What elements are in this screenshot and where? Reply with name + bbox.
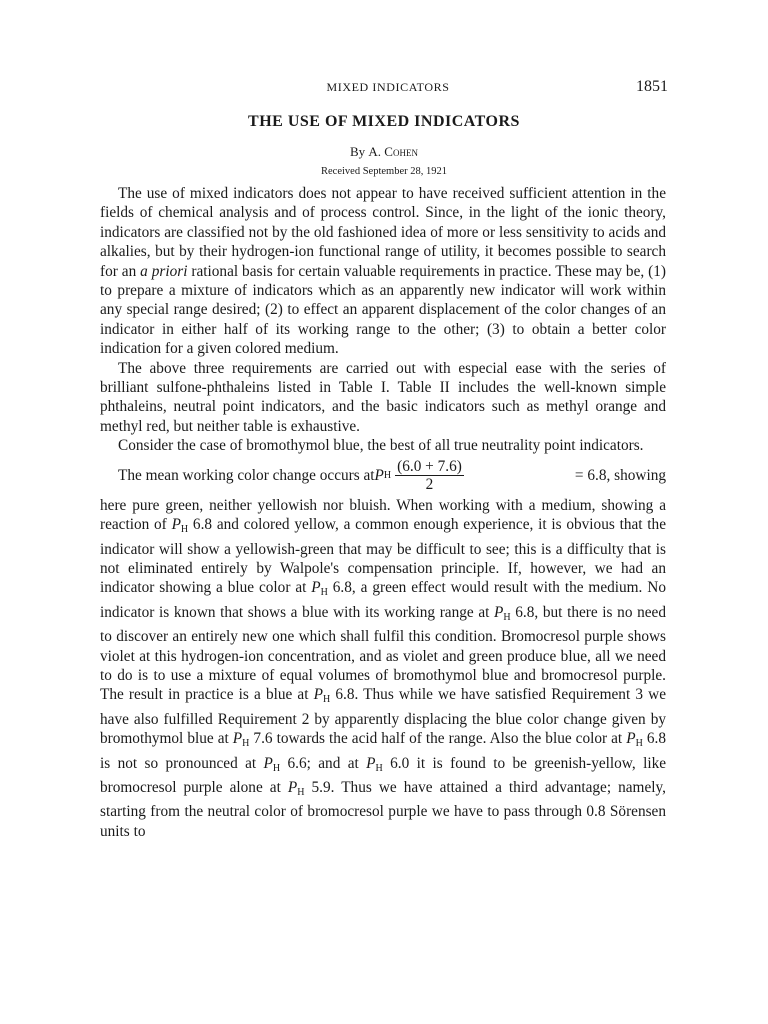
ph-symbol-p: P	[311, 579, 321, 597]
author-name: A. Cohen	[368, 144, 418, 159]
running-head	[100, 78, 668, 96]
p4-v3: 6.8, but there is no need to discover an entirely new one which shall fulfil this condition. Bromocresol purple shows violet at this hydrogen-ion concentration, and as violet and green produce blue, all we need to do is to use a mixture of equal volumes of bromothymol blue and bromocresol purple. The result in practice is a blue at	[100, 603, 666, 704]
p4-v5: 7.6 towards the acid half of the range. Also the blue color at	[249, 730, 627, 748]
paragraph-1-text-a: The use of mixed indicators does not appear to have received sufficient attention in the fields of chemical analysis and of process control. Since, in the light of the ionic theory, indicators are classified not by the old fashioned idea of more or less sensitivity to acids and alkalies, but by their hydrogen-ion functional range of utility, it becomes possible to search for an	[100, 185, 666, 280]
p4-v7: 6.6; and at	[280, 754, 367, 772]
ph-symbol-p: P	[263, 754, 273, 772]
ph-symbol-h: H	[635, 738, 643, 750]
ph-symbol-p: P	[313, 686, 323, 704]
paragraph-4	[100, 496, 666, 842]
formula-result: = 6.8, showing	[574, 466, 666, 484]
received-date: Received September 28, 1921	[321, 166, 447, 177]
ph-symbol-h: H	[297, 786, 305, 798]
formula-lead-text: The mean working color change occurs at	[118, 466, 375, 484]
paragraph-3: Consider the case of bromothymol blue, the best of all true neutrality point indicators.	[118, 437, 644, 455]
ph-symbol-p: P	[232, 730, 243, 748]
paragraph-2: The above three requirements are carried out with especial ease with the series of brilliant sulfone-phthaleins listed in Table I. Table II includes the well-known simple phthaleins, neutral point indicators, and the basic indicators such as methyl orange and methyl red, but neither table is exhaustive.	[100, 359, 666, 435]
formula-line	[100, 456, 666, 496]
ph-symbol-p: P	[171, 516, 181, 534]
formula-fraction	[395, 458, 464, 493]
formula-h-subscript: H	[383, 469, 392, 481]
p4-v2: 6.8, a green effect would result with the medium. No indicator is known that shows a blue with its working range at	[100, 579, 666, 621]
ph-symbol-p: P	[366, 754, 376, 772]
ph-symbol-h: H	[503, 611, 511, 623]
p4-v4: 6.8. Thus while we have satisfied Requirement 3 we have also fulfilled Requirement 2 by apparently displacing the blue color change given by bromothymol blue at	[100, 686, 666, 748]
running-title: MIXED INDICATORS	[326, 80, 450, 94]
ph-symbol-h: H	[180, 524, 189, 536]
p4-v9: 5.9. Thus we have attained a third advantage; namely, starting from the neutral color of bromocresol purple we have to pass through 0.8 Sörensen units to	[100, 778, 666, 840]
ph-symbol-h: H	[322, 694, 331, 706]
formula-numerator: (6.0 + 7.6)	[397, 458, 462, 476]
ph-symbol-p: P	[626, 730, 636, 748]
byline-by: By	[350, 144, 366, 159]
paragraph-1-italic: a priori	[140, 262, 188, 280]
p4-s1: here pure green, neither yellowish nor bluish. When working with a medium, showing a reaction of	[100, 496, 666, 534]
paragraph-1	[100, 184, 666, 359]
p4-v8: 6.0 it is found to be greenish-yellow, like bromocresol purple alone at	[100, 754, 667, 796]
ph-symbol-h: H	[272, 762, 281, 774]
ph-symbol-p: P	[287, 778, 298, 796]
p4-v1: 6.8 and colored yellow, a common enough experience, it is obvious that the indicator will show a yellowish-green that may be difficult to see; this is a difficulty that is not eliminated entirely by Walpole's compensation principle. If, however, we had an indicator showing a blue color at	[100, 516, 666, 597]
formula-denominator: 2	[425, 476, 434, 494]
ph-symbol-p: P	[494, 603, 504, 621]
ph-symbol-h: H	[320, 587, 328, 599]
ph-symbol-h: H	[375, 762, 383, 774]
article-title: THE USE OF MIXED INDICATORS	[248, 113, 520, 130]
ph-symbol-h: H	[242, 738, 250, 750]
paragraph-1-text-b: rational basis for certain valuable requirements in practice. These may be, (1) to prepare a mixture of indicators which as an apparently new indicator will work within any special range desired; (2) to effect an apparent displacement of the color changes of an indicator in either half of its working range to the other; (3) to obtain a better color indication for a given colored medium.	[100, 262, 666, 358]
page-number: 1851	[636, 78, 668, 95]
article-body	[100, 184, 666, 841]
p4-v6: 6.8 is not so pronounced at	[100, 730, 666, 772]
byline	[100, 144, 668, 160]
formula-p-symbol: P	[374, 466, 384, 484]
